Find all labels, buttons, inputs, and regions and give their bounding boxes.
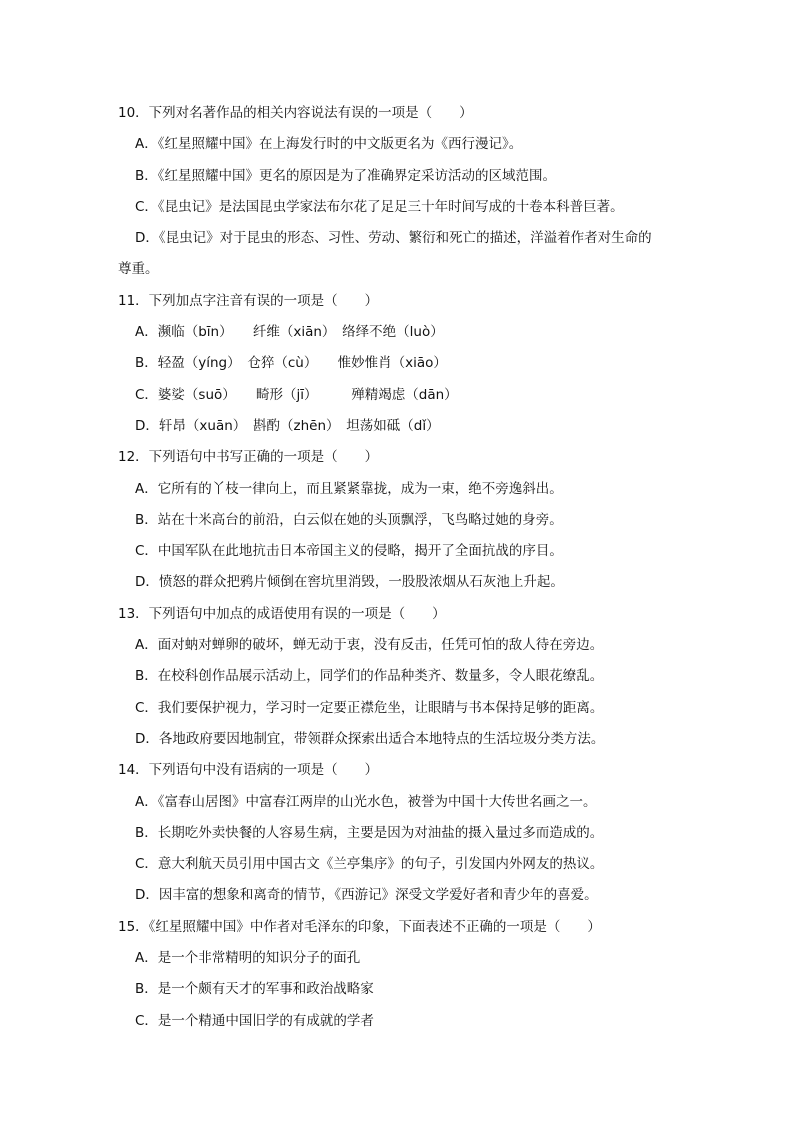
option-a: A．面对蚋对蝉卵的破坏，蝉无动于衷，没有反击，任凭可怕的敌人待在旁边。 (135, 637, 604, 654)
option-d: D．愤怒的群众把鸦片倾倒在窖坑里消毁，一股股浓烟从石灰池上升起。 (135, 574, 564, 591)
option-a: A．它所有的丫枝一律向上，而且紧紧靠拢，成为一束，绝不旁逸斜出。 (135, 480, 563, 497)
question-list (118, 98, 688, 1037)
question-stem: 12．下列语句中书写正确的一项是（ ） (118, 449, 379, 466)
option-a: A．濒临（bīn） 纤维（xiān） 络绎不绝（luò） (135, 324, 444, 341)
question-stem: 11．下列加点字注音有误的一项是（ ） (118, 292, 379, 309)
option-c: C．我们要保护视力，学习时一定要正襟危坐，让眼睛与书本保持足够的距离。 (135, 699, 604, 716)
option-a: A．是一个非常精明的知识分子的面孔 (135, 950, 361, 967)
question-stem: 15．《红星照耀中国》中作者对毛泽东的印象，下面表述不正确的一项是（ ） (118, 918, 601, 935)
option-a: A．《富春山居图》中富春江两岸的山光水色，被誉为中国十大传世名画之一。 (135, 793, 597, 810)
option-b: B．在校科创作品展示活动上，同学们的作品种类齐、数量多，令人眼花缭乱。 (135, 668, 604, 685)
option-c: C．婆娑（suō） 畸形（jī） 殚精竭虑（dān） (135, 386, 458, 403)
option-c: C．中国军队在此地抗击日本帝国主义的侵略，揭开了全面抗战的序目。 (135, 543, 563, 560)
option-d: D．轩昂（xuān） 斟酌（zhēn） 坦荡如砥（dǐ） (135, 417, 440, 434)
question-14 (118, 755, 688, 911)
option-b: B．站在十米高台的前沿，白云似在她的头顶飘浮，飞鸟略过她的身旁。 (135, 511, 563, 528)
option-b: B．《红星照耀中国》更名的原因是为了准确界定采访活动的区域范围。 (135, 167, 557, 184)
option-b: B．是一个颇有天才的军事和政治战略家 (135, 981, 374, 998)
question-stem: 10．下列对名著作品的相关内容说法有误的一项是（ ） (118, 105, 473, 121)
option-b: B．轻盈（yíng） 仓猝（cù） 惟妙惟肖（xiāo） (135, 355, 447, 372)
option-d: D．《昆虫记》对于昆虫的形态、习性、劳动、繁衍和死亡的描述，洋溢着作者对生命的 (135, 230, 652, 247)
option-c: C．意大利航天员引用中国古文《兰亭集序》的句子，引发国内外网友的热议。 (135, 856, 604, 873)
question-15 (118, 912, 688, 1037)
option-a: A．《红星照耀中国》在上海发行时的中文版更名为《西行漫记》。 (135, 136, 523, 153)
option-c: C．是一个精通中国旧学的有成就的学者 (135, 1012, 374, 1029)
question-13 (118, 599, 688, 755)
question-10 (118, 98, 688, 286)
option-c: C．《昆虫记》是法国昆虫学家法布尔花了足足三十年时间写成的十卷本科普巨著。 (135, 198, 624, 215)
option-d: D．各地政府要因地制宜，带领群众探索出适合本地特点的生活垃圾分类方法。 (135, 730, 605, 747)
question-11 (118, 286, 688, 442)
option-d: D．因丰富的想象和离奇的情节，《西游记》深受文学爱好者和青少年的喜爱。 (135, 887, 598, 904)
question-12 (118, 442, 688, 598)
option-b: B．长期吃外卖快餐的人容易生病，主要是因为对油盐的摄入量过多而造成的。 (135, 824, 604, 841)
option-d-continuation: 尊重。 (118, 261, 159, 278)
question-stem: 13．下列语句中加点的成语使用有误的一项是（ ） (118, 605, 446, 622)
question-stem: 14．下列语句中没有语病的一项是（ ） (118, 762, 379, 779)
